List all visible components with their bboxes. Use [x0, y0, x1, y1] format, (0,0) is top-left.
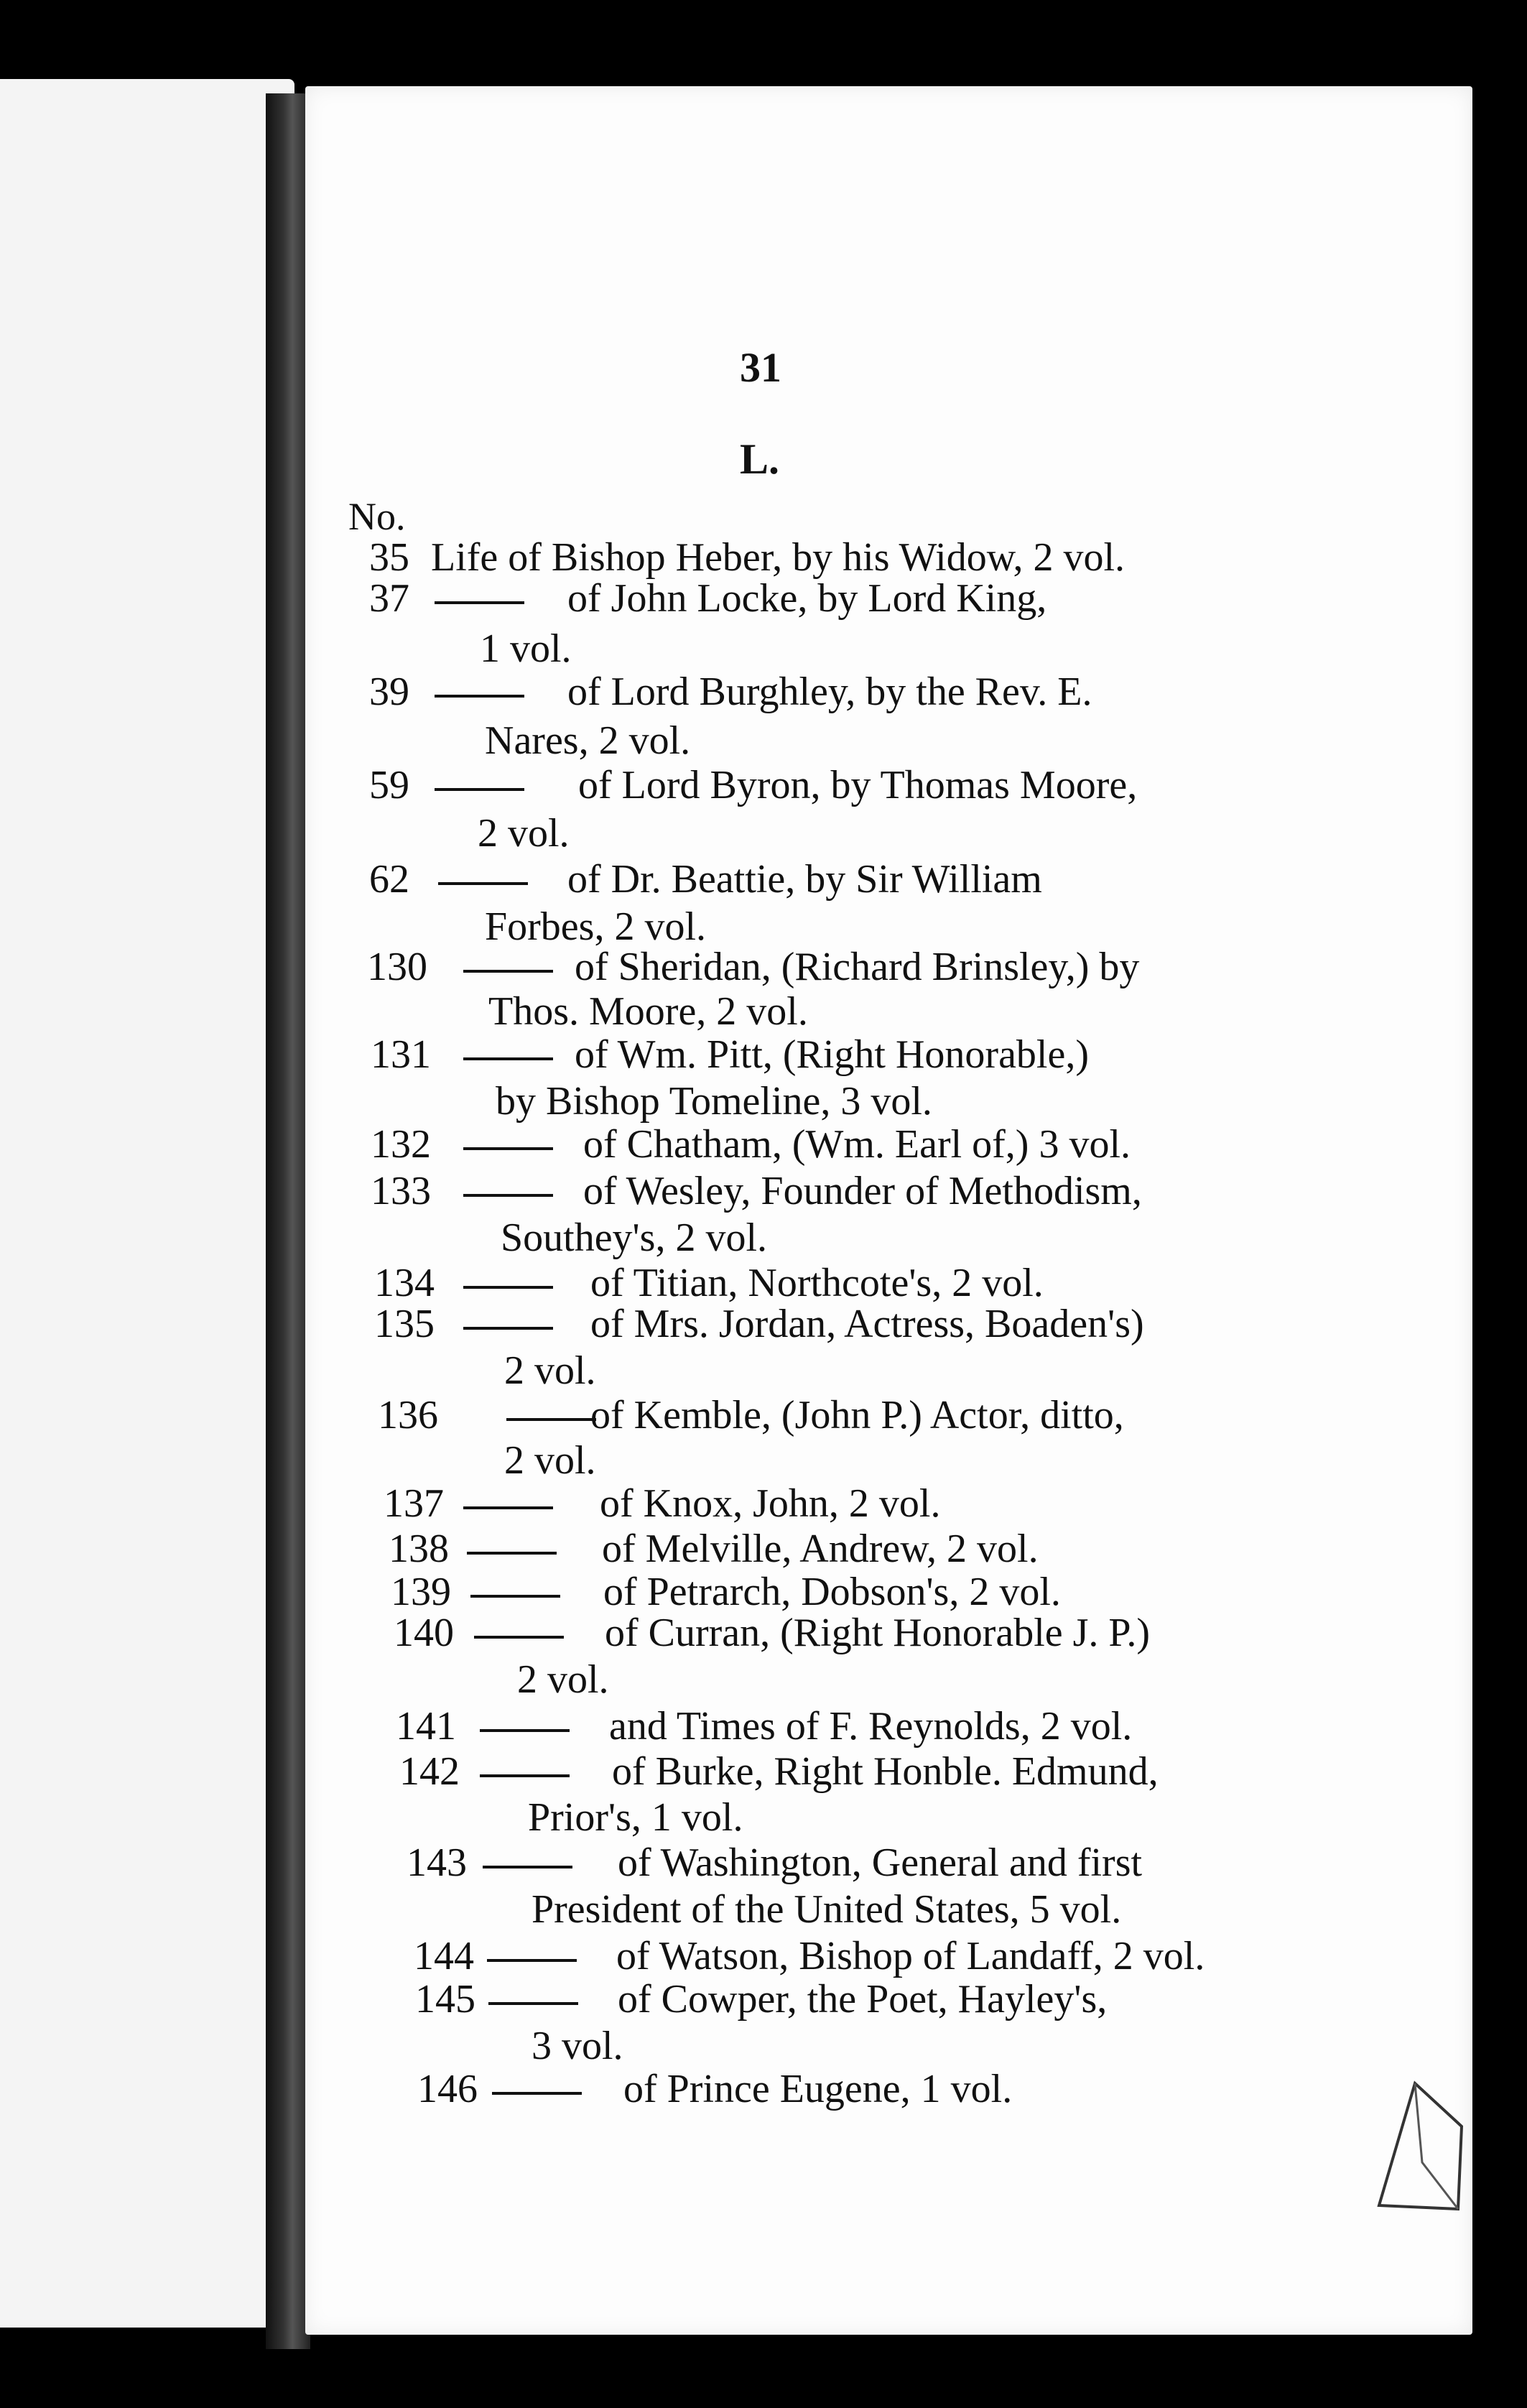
- entry-number: 37: [369, 576, 409, 621]
- entry-continuation: 3 vol.: [532, 2024, 623, 2068]
- ditto-dash: [492, 2092, 582, 2095]
- entry-continuation: 2 vol.: [504, 1438, 596, 1483]
- entry-number: 35: [369, 535, 409, 580]
- entry-number: 143: [407, 1840, 467, 1885]
- entry-number: 138: [389, 1527, 449, 1571]
- entry-number: 137: [384, 1481, 444, 1526]
- entry-title: Life of Bishop Heber, by his Widow, 2 vol.: [431, 535, 1125, 580]
- entry-number: 145: [415, 1977, 475, 2022]
- entry-title: of Sheridan, (Richard Brinsley,) by: [575, 945, 1140, 989]
- ditto-dash: [487, 1959, 577, 1962]
- entry-title: of Washington, General and first: [618, 1840, 1143, 1885]
- entry-title: of Wm. Pitt, (Right Honorable,): [575, 1032, 1089, 1077]
- ditto-dash: [488, 2002, 578, 2005]
- entry-continuation: 2 vol.: [504, 1348, 596, 1393]
- entry-title: of Prince Eugene, 1 vol.: [623, 2067, 1013, 2111]
- ditto-dash: [470, 1595, 560, 1598]
- entry-continuation: 1 vol.: [480, 626, 572, 671]
- entry-continuation: Forbes, 2 vol.: [485, 904, 706, 949]
- entry-number: 59: [369, 763, 409, 807]
- section-letter: L.: [740, 435, 780, 483]
- entry-continuation: Southey's, 2 vol.: [501, 1215, 767, 1260]
- entry-number: 62: [369, 857, 409, 902]
- entry-title: of Chatham, (Wm. Earl of,) 3 vol.: [583, 1122, 1131, 1167]
- entry-number: 130: [367, 945, 427, 989]
- entry-continuation: 2 vol.: [478, 811, 570, 856]
- facing-page: [0, 79, 294, 2328]
- ditto-dash: [483, 1866, 572, 1868]
- entry-title: of Kemble, (John P.) Actor, ditto,: [590, 1393, 1124, 1437]
- entry-number: 39: [369, 670, 409, 714]
- ditto-dash: [463, 1147, 553, 1150]
- entry-continuation: Prior's, 1 vol.: [528, 1795, 743, 1840]
- entry-title: of Wesley, Founder of Methodism,: [583, 1169, 1142, 1213]
- book-spine: [266, 93, 310, 2349]
- ditto-dash: [435, 601, 524, 604]
- ditto-dash: [463, 1194, 553, 1197]
- entry-title: of Curran, (Right Honorable J. P.): [605, 1611, 1151, 1655]
- ditto-dash: [435, 788, 524, 791]
- entry-number: 142: [399, 1749, 460, 1794]
- entry-number: 132: [371, 1122, 431, 1167]
- ditto-dash: [480, 1774, 570, 1777]
- entry-title: of John Locke, by Lord King,: [567, 576, 1047, 621]
- ditto-dash: [435, 695, 524, 698]
- entry-title: and Times of F. Reynolds, 2 vol.: [609, 1704, 1133, 1749]
- entry-number: 140: [394, 1611, 454, 1655]
- ditto-dash: [463, 1286, 553, 1289]
- entry-number: 131: [371, 1032, 431, 1077]
- ditto-dash: [463, 1327, 553, 1330]
- entry-continuation: Thos. Moore, 2 vol.: [488, 989, 808, 1034]
- entry-title: of Dr. Beattie, by Sir William: [567, 857, 1042, 902]
- entry-number: 141: [396, 1704, 456, 1749]
- entry-number: 133: [371, 1169, 431, 1213]
- entry-continuation: Nares, 2 vol.: [485, 718, 691, 763]
- page-number: 31: [740, 344, 781, 391]
- entry-continuation: President of the United States, 5 vol.: [532, 1887, 1122, 1932]
- entry-continuation: by Bishop Tomeline, 3 vol.: [496, 1079, 932, 1124]
- column-label-no: No.: [348, 495, 406, 538]
- entry-number: 135: [374, 1302, 435, 1346]
- entry-title: of Melville, Andrew, 2 vol.: [602, 1527, 1039, 1571]
- entry-title: of Knox, John, 2 vol.: [600, 1481, 941, 1526]
- ditto-dash: [463, 1506, 553, 1509]
- entry-title: of Petrarch, Dobson's, 2 vol.: [603, 1570, 1061, 1614]
- ditto-dash: [463, 970, 553, 973]
- ditto-dash: [467, 1552, 557, 1555]
- ditto-dash: [506, 1418, 596, 1421]
- entry-title: of Titian, Northcote's, 2 vol.: [590, 1261, 1044, 1305]
- entry-title: of Lord Byron, by Thomas Moore,: [578, 763, 1138, 807]
- entry-title: of Cowper, the Poet, Hayley's,: [618, 1977, 1108, 2022]
- ditto-dash: [480, 1729, 570, 1732]
- entry-number: 139: [391, 1570, 451, 1614]
- entry-number: 136: [378, 1393, 438, 1437]
- entry-number: 146: [417, 2067, 478, 2111]
- ditto-dash: [463, 1057, 553, 1060]
- entry-title: of Mrs. Jordan, Actress, Boaden's): [590, 1302, 1144, 1346]
- entry-number: 134: [374, 1261, 435, 1305]
- entry-title: of Burke, Right Honble. Edmund,: [612, 1749, 1159, 1794]
- entry-title: of Lord Burghley, by the Rev. E.: [567, 670, 1092, 714]
- entry-continuation: 2 vol.: [517, 1657, 609, 1702]
- ditto-dash: [438, 882, 528, 885]
- entry-title: of Watson, Bishop of Landaff, 2 vol.: [616, 1934, 1205, 1978]
- folded-corner-icon: [1372, 2069, 1465, 2213]
- ditto-dash: [474, 1636, 564, 1639]
- entry-number: 144: [414, 1934, 474, 1978]
